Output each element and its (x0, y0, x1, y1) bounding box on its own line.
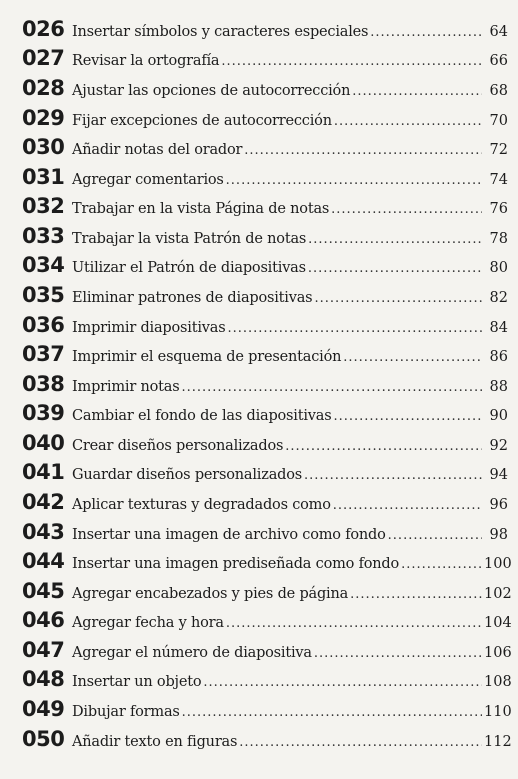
dot-leader (314, 646, 482, 661)
entry-number: 035 (22, 283, 65, 307)
entry-number: 044 (22, 549, 65, 573)
dot-leader (370, 25, 482, 40)
entry-page: 78 (489, 231, 508, 247)
entry-title: Trabajar en la vista Página de notas (72, 201, 330, 217)
entry-page: 80 (489, 260, 508, 276)
dot-leader (181, 380, 482, 395)
entry-page: 108 (484, 674, 512, 690)
toc-entry (22, 549, 512, 578)
entry-number: 028 (22, 76, 65, 100)
entry-number: 031 (22, 165, 65, 189)
entry-page: 84 (489, 320, 508, 336)
entry-title: Insertar un objeto (72, 674, 202, 690)
entry-page: 90 (489, 408, 508, 424)
toc-entry (22, 342, 508, 371)
dot-leader (334, 114, 482, 129)
entry-title: Revisar la ortografía (72, 53, 220, 69)
dot-leader (226, 616, 482, 631)
entry-number: 040 (22, 431, 65, 455)
dot-leader (304, 468, 482, 483)
dot-leader (388, 528, 482, 543)
entry-number: 045 (22, 579, 65, 603)
dot-leader (333, 409, 482, 424)
toc-entry (22, 313, 508, 342)
entry-page: 100 (484, 556, 512, 572)
dot-leader (244, 143, 482, 158)
entry-number: 050 (22, 727, 65, 751)
toc-entry (22, 460, 508, 489)
entry-page: 74 (489, 172, 508, 188)
toc-entry (22, 194, 508, 223)
toc-entry (22, 638, 512, 667)
toc-entry (22, 401, 508, 430)
entry-title: Agregar el número de diapositiva (72, 645, 312, 661)
entry-title: Añadir texto en figuras (72, 734, 238, 750)
dot-leader (308, 232, 482, 247)
toc-entry (22, 727, 512, 756)
entry-page: 102 (484, 586, 512, 602)
entry-title: Ajustar las opciones de autocorrección (72, 83, 351, 99)
entry-title: Agregar encabezados y pies de página (72, 586, 349, 602)
entry-number: 032 (22, 194, 65, 218)
entry-page: 72 (489, 142, 508, 158)
entry-title: Imprimir diapositivas (72, 320, 226, 336)
entry-page: 92 (489, 438, 508, 454)
entry-title: Insertar símbolos y caracteres especiales (72, 24, 369, 40)
entry-number: 039 (22, 401, 65, 425)
dot-leader (226, 173, 482, 188)
toc-entry (22, 106, 508, 135)
toc-entry (22, 17, 508, 46)
entry-page: 94 (489, 467, 508, 483)
entry-title: Agregar fecha y hora (72, 615, 224, 631)
entry-title: Trabajar la vista Patrón de notas (72, 231, 307, 247)
toc-entry (22, 283, 508, 312)
entry-page: 112 (484, 734, 512, 750)
toc-entry (22, 253, 508, 282)
entry-page: 86 (489, 349, 508, 365)
entry-title: Insertar una imagen prediseñada como fondo (72, 556, 400, 572)
entry-page: 82 (489, 290, 508, 306)
entry-number: 046 (22, 608, 65, 632)
entry-title: Fijar excepciones de autocorrección (72, 113, 332, 129)
toc-entry (22, 431, 508, 460)
entry-page: 66 (489, 53, 508, 69)
entry-number: 026 (22, 17, 65, 41)
toc-entry (22, 579, 512, 608)
entry-page: 88 (489, 379, 508, 395)
entry-number: 037 (22, 342, 65, 366)
entry-number: 048 (22, 667, 65, 691)
entry-title: Crear diseños personalizados (72, 438, 284, 454)
entry-number: 027 (22, 46, 65, 70)
dot-leader (350, 587, 482, 602)
entry-number: 049 (22, 697, 65, 721)
entry-page: 76 (489, 201, 508, 217)
toc-entry (22, 667, 512, 696)
entry-page: 110 (484, 704, 512, 720)
entry-page: 98 (489, 527, 508, 543)
dot-leader (182, 705, 482, 720)
toc-entry (22, 224, 508, 253)
entry-number: 038 (22, 372, 65, 396)
entry-page: 106 (484, 645, 512, 661)
toc-entry (22, 372, 508, 401)
entry-title: Aplicar texturas y degradados como (72, 497, 331, 513)
entry-number: 029 (22, 106, 65, 130)
dot-leader (331, 202, 482, 217)
toc-entry (22, 46, 508, 75)
toc-entry (22, 520, 508, 549)
entry-title: Utilizar el Patrón de diapositivas (72, 260, 306, 276)
entry-title: Cambiar el fondo de las diapositivas (72, 408, 332, 424)
entry-number: 033 (22, 224, 65, 248)
entry-page: 96 (489, 497, 508, 513)
entry-title: Eliminar patrones de diapositivas (72, 290, 313, 306)
entry-title: Imprimir notas (72, 379, 180, 395)
dot-leader (314, 291, 482, 306)
entry-title: Agregar comentarios (72, 172, 224, 188)
dot-leader (285, 439, 482, 454)
entry-number: 041 (22, 460, 65, 484)
entry-page: 70 (489, 113, 508, 129)
entry-title: Añadir notas del orador (72, 142, 243, 158)
entry-number: 043 (22, 520, 65, 544)
dot-leader (401, 557, 482, 572)
dot-leader (352, 84, 482, 99)
entry-page: 64 (489, 24, 508, 40)
dot-leader (333, 498, 482, 513)
entry-title: Imprimir el esquema de presentación (72, 349, 342, 365)
toc-entry (22, 697, 512, 726)
entry-number: 047 (22, 638, 65, 662)
dot-leader (239, 735, 482, 750)
entry-page: 68 (489, 83, 508, 99)
dot-leader (203, 675, 482, 690)
dot-leader (343, 350, 482, 365)
dot-leader (221, 54, 482, 69)
toc-entry (22, 76, 508, 105)
entry-number: 042 (22, 490, 65, 514)
entry-title: Insertar una imagen de archivo como fondo (72, 527, 386, 543)
entry-page: 104 (484, 615, 512, 631)
entry-number: 034 (22, 253, 65, 277)
toc-entry (22, 165, 508, 194)
entry-number: 030 (22, 135, 65, 159)
toc-entry (22, 490, 508, 519)
toc-entry (22, 135, 508, 164)
entry-title: Guardar diseños personalizados (72, 467, 302, 483)
entry-number: 036 (22, 313, 65, 337)
dot-leader (308, 261, 482, 276)
entry-title: Dibujar formas (72, 704, 180, 720)
dot-leader (227, 321, 482, 336)
toc-entry (22, 608, 512, 637)
